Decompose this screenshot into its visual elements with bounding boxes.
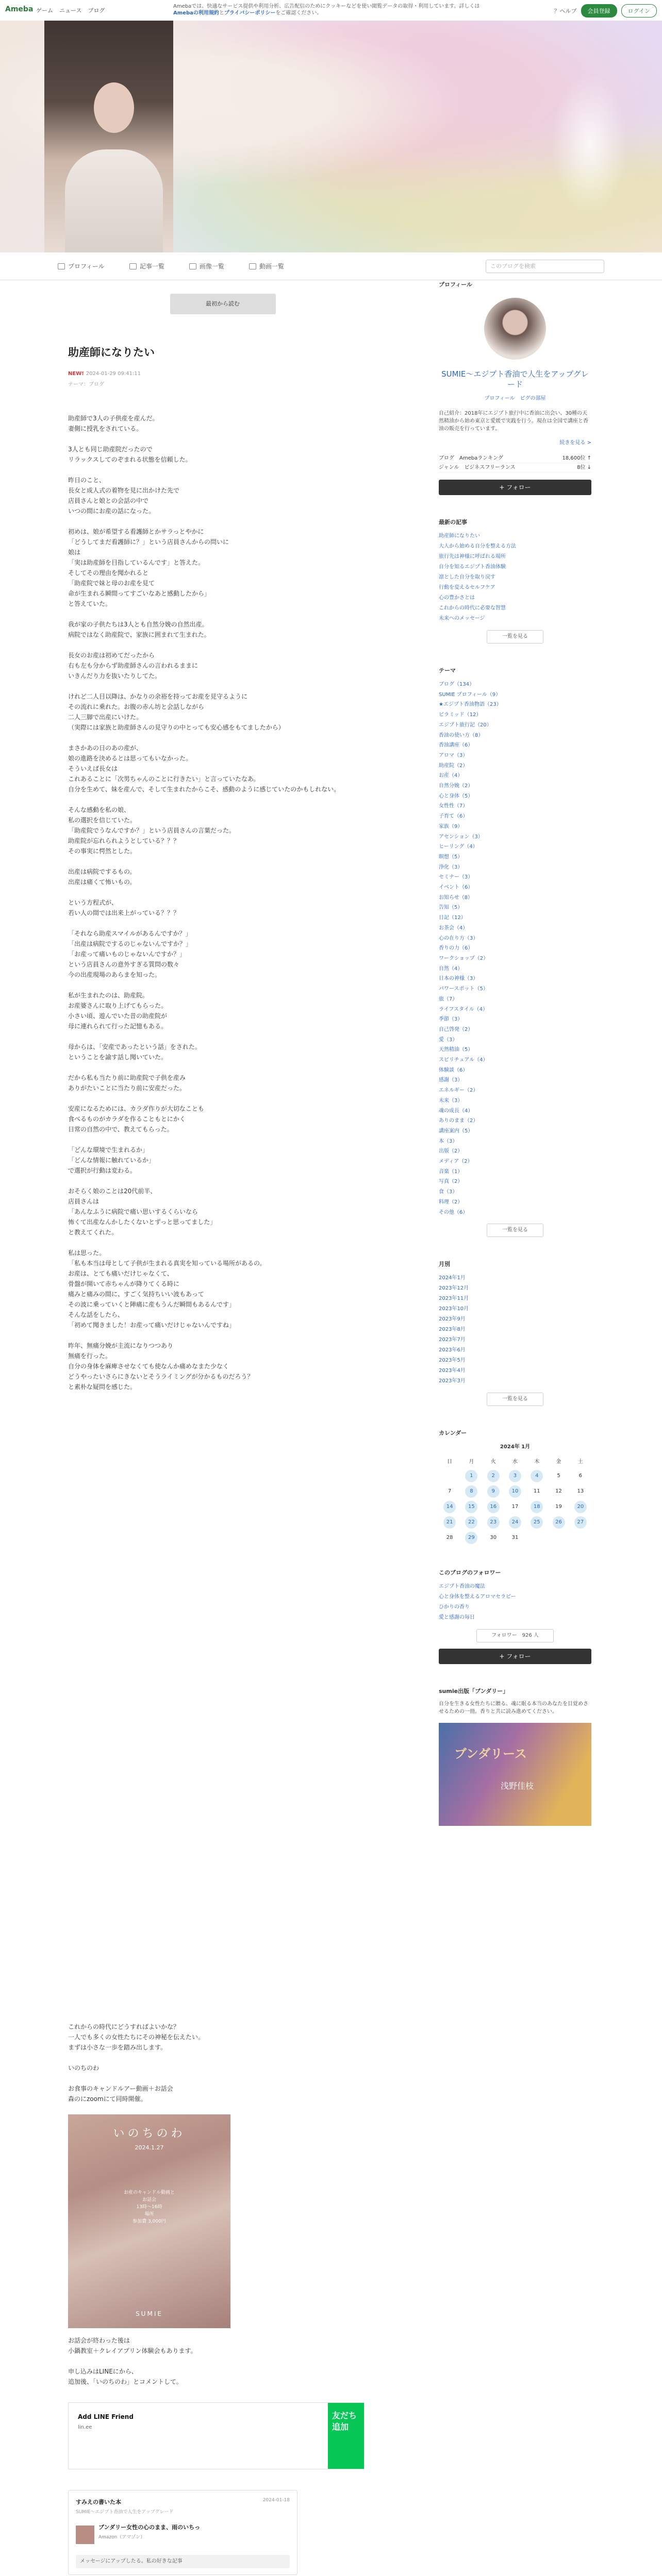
month-list [439, 1273, 591, 1386]
recent-entry-link[interactable]: 凛とした自分を取り戻す [439, 574, 495, 580]
theme-link[interactable]: 香りの力（6） [439, 945, 473, 952]
calendar-cell [460, 1530, 482, 1546]
theme-link[interactable]: 香油の使い方（8） [439, 732, 484, 738]
follower-link[interactable]: 愛と感謝の毎日 [439, 1615, 475, 1621]
book-cover-image[interactable] [439, 1723, 591, 1826]
calendar-day[interactable]: 29 [465, 1532, 477, 1544]
reblog-sub: SUMIE〜エジプト香油で人生をアップグレード [76, 2510, 174, 2515]
blog-header-image [0, 21, 662, 252]
menu-videos-label: 動画一覧 [259, 263, 284, 270]
recent-entries-section [439, 518, 591, 643]
calendar-cell [460, 1499, 482, 1515]
calendar-day[interactable]: 3 [509, 1470, 521, 1482]
paragraph: 安産になるためには、カラダ作りが大切なことも 食べるものがカラダを作ることもとにかく 日常の自然の中で、教えてもらった。 [68, 1105, 204, 1133]
calendar-day: 6 [578, 1473, 583, 1479]
calendar-cell [460, 1484, 482, 1499]
calendar-cell [526, 1484, 548, 1499]
theme-link[interactable]: 未来（3） [439, 1097, 463, 1104]
follower-link[interactable]: エジプト香油の魔法 [439, 1584, 485, 1590]
calendar-cell [439, 1530, 460, 1546]
nav-news[interactable]: ニュース [59, 7, 82, 14]
calendar-day: 11 [533, 1488, 540, 1495]
article-body-after [68, 2335, 377, 2387]
profile-card [439, 280, 591, 495]
month-title: 月別 [439, 1261, 450, 1268]
calendar-cell [548, 1530, 569, 1546]
blog-menu-bar [0, 252, 662, 280]
calendar-day[interactable]: 18 [531, 1501, 543, 1513]
theme-link[interactable]: 体験談（6） [439, 1067, 468, 1073]
theme-link[interactable]: イベント（6） [439, 885, 473, 891]
theme-link[interactable]: 心の在り方（3） [439, 935, 478, 941]
recent-list [439, 531, 591, 624]
calendar-day[interactable]: 16 [487, 1501, 500, 1513]
calendar-cell [483, 1499, 504, 1515]
line-friend-card[interactable] [68, 2402, 365, 2469]
calendar-day[interactable]: 21 [443, 1516, 456, 1529]
paragraph: 昨年、無痛分娩が主流になりつつあり 無痛を行った。 自分の身体を麻痺させなくても使なんか痛めなまた少なく どうやったいさらにきないとそうライミングが分かるものだろう？ と素朴な疑問を感じた。 [68, 1342, 254, 1391]
top-nav [36, 6, 105, 14]
calendar-day: 31 [511, 1535, 519, 1541]
theme-link[interactable]: パワースポット（5） [439, 986, 488, 992]
theme-link[interactable]: 写真（2） [439, 1179, 463, 1185]
profile-title: プロフィール [439, 281, 472, 288]
profile-description: 自己紹介：2018年にエジプト旅行中に香油に出会い、30種の天然精油から始め東京と愛媛で実践を行う。現在は全国で講座と香油の販売を行っています。 [439, 411, 588, 432]
paragraph: けれど二人目以降は、かなりの余裕を持ってお産を見守るように その流れに乗れた。お腹の赤ん坊と会話しながら 二人三脚で出産にいけた。 （実際には家族と助産師さんの見守りの中とっても安心感をもてましたから） [68, 693, 285, 731]
article-lower [68, 2022, 377, 2576]
help-link[interactable]: ？ヘルプ [554, 8, 577, 14]
top-right-actions [554, 4, 657, 18]
calendar-day: 5 [557, 1473, 560, 1479]
paragraph: 出産は病院でするもの。 出産は痛くて怖いもの。 [68, 868, 136, 886]
person-icon [58, 263, 65, 269]
calendar [439, 1442, 591, 1546]
theme-link[interactable]: 感謝（3） [439, 1077, 463, 1083]
paragraph: 申し込みはLINEにから、 追加後、「いのちのわ」とコメントして。 [68, 2368, 183, 2385]
article-body [68, 413, 377, 1392]
calendar-section [439, 1429, 591, 1546]
theme-section [439, 666, 591, 1237]
month-link[interactable]: 2023年10月 [439, 1306, 469, 1312]
calendar-cell [570, 1468, 591, 1484]
theme-link[interactable]: ワークショップ（2） [439, 955, 489, 961]
theme-link[interactable]: 心と身体（5） [439, 793, 473, 799]
recent-entry-link[interactable]: これからの時代に必要な智慧 [439, 605, 506, 611]
follow-button[interactable]: + フォロー [439, 480, 591, 495]
follower-link[interactable]: ひかりの香り [439, 1604, 470, 1611]
paragraph: お話会が終わった後は 小鍋教室＋クレイアプリン体験会もあります。 [68, 2337, 197, 2354]
calendar-weekday: 水 [512, 1459, 518, 1465]
theme-more-button[interactable]: 一覧を見る [487, 1224, 543, 1237]
calendar-cell [439, 1515, 460, 1530]
calendar-day: 17 [511, 1504, 519, 1510]
paragraph: 長女のお産は初めてだったから 右も左も分からず助産師さんの言われるままに いきんだり力を抜いたりしてた。 [68, 652, 198, 680]
register-button[interactable]: 会員登録 [581, 4, 617, 18]
calendar-weekday: 木 [534, 1459, 540, 1465]
paragraph: おそらく娘のことは20代前半、 店員さんは 「あんなふうに病院で痛い思いするくらいなら 怖くて出産なんかしたくないとずっと思ってました」 と教えてくれた。 [68, 1188, 217, 1236]
theme-link[interactable]: 自己啓発（2） [439, 1026, 473, 1032]
calendar-cell [439, 1468, 460, 1484]
calendar-day[interactable]: 2 [487, 1470, 500, 1482]
paragraph: そんな感動を私の娘、 私の選択を信じていた。 「助産院でうなんですか？」という店員さんの言葉だった。 助産院が忘れられようとしている？？？ その事実に愕然とした。 [68, 806, 236, 855]
month-link[interactable]: 2023年9月 [439, 1316, 466, 1323]
article-date: 2024-01-29 09:41:11 [86, 371, 141, 377]
calendar-cell [460, 1468, 482, 1484]
paragraph: これからの時代にどうすればよいかな？ 一人でも多くの女性たちにその神秘を伝えたい。 まずは小さな一歩を踏み出します。 [68, 2023, 205, 2051]
theme-link[interactable]: ピラミッド（12） [439, 712, 482, 718]
calendar-cell [504, 1515, 526, 1530]
theme-link[interactable]: セミナー（3） [439, 874, 473, 880]
article-title: 助産師になりたい [68, 346, 155, 359]
theme-link[interactable]: その他（6） [439, 1209, 468, 1215]
month-link[interactable]: 2023年3月 [439, 1378, 466, 1384]
month-link[interactable]: 2023年12月 [439, 1285, 469, 1292]
event-poster-image [68, 2114, 230, 2328]
poster-title: いのちのわ [113, 2127, 186, 2140]
paragraph: いのちのわ [68, 2064, 100, 2072]
calendar-cell [570, 1530, 591, 1546]
header-portrait [44, 21, 173, 252]
calendar-grid [439, 1453, 591, 1546]
privacy-link[interactable]: プライバシーポリシー [224, 10, 276, 16]
calendar-day[interactable]: 9 [487, 1485, 500, 1498]
video-icon [249, 263, 256, 269]
book-title: ブンダリース [454, 1747, 527, 1761]
theme-link[interactable]: メディア（2） [439, 1159, 473, 1165]
line-card-sub: lin.ee [78, 2425, 92, 2430]
reblog-card[interactable] [68, 2490, 297, 2575]
calendar-cell [504, 1484, 526, 1499]
paragraph: 初めは、娘が希望する看護師とかサラっとやかに 「どうしてまだ看護師に？」という店員さんからの問いに 娘は 「実は助産師を目指しているんです」と答えた。 そしてその理由を聞かれると 「助産院で妹と母のお産を見て 命が生まれる瞬間ってすごいなあと感動したから」 と答えていた。 [68, 528, 229, 607]
profile-more-link[interactable]: 続きを見る > [559, 440, 591, 446]
notice-and: と [219, 10, 224, 16]
theme-link[interactable]: 出版（2） [439, 1148, 463, 1155]
read-from-start-button[interactable]: 最初から読む [170, 294, 276, 314]
calendar-day[interactable]: 20 [574, 1501, 587, 1513]
paragraph: 私は思った。 「私も本当は母として子供が生まれる真実を知っている場所があるの。 お産は、とても痛いだけじゃなくて、 骨盤が開いて赤ちゃんが降りてくる時に 痛みと痛みの間に、すごく気持ちいい波もあって その波に乗っていくと陣痛に産もうんだ瞬間もあるんです」 そんな話をしたら、 「初めて聞きました！お産って痛いだけじゃないんですね」 [68, 1249, 266, 1329]
theme-link[interactable]: エネルギー（2） [439, 1088, 478, 1094]
paragraph: 母からは、「安産であったという話」をされた。 ということを諭す話し聞いていた。 [68, 1043, 201, 1061]
book-author: 浅野佳枝 [501, 1781, 534, 1791]
menu-entries-label: 記事一覧 [139, 263, 164, 270]
calendar-cell [526, 1515, 548, 1530]
menu-profile-label: プロフィール [68, 263, 105, 270]
profile-links[interactable]: プロフィール ピグの部屋 [484, 396, 546, 401]
theme-link[interactable]: 本（3） [439, 1138, 458, 1144]
theme-link[interactable]: 料理（2） [439, 1199, 463, 1205]
calendar-weekday: 金 [556, 1459, 561, 1465]
paragraph: 「それなら助産スマイルがあるんですか？」 「出産は病院でするのじゃないんですか？」 「お産って痛いものじゃないんですか？」 という店員さんの意外すぎる質問の数々 今の出産現場のあらまを知った。 [68, 930, 192, 978]
theme-link[interactable]: エジプト旅行記（20） [439, 722, 492, 728]
ameba-logo[interactable]: Ameba [5, 5, 34, 13]
notice-end: をご確認ください。 [275, 10, 322, 16]
calendar-weekday: 月 [469, 1459, 474, 1465]
nav-blog[interactable]: ブログ [88, 7, 105, 14]
theme-link[interactable]: スピリチュアル（4） [439, 1057, 488, 1063]
theme-link[interactable]: アロマ（3） [439, 752, 468, 758]
calendar-cell [483, 1515, 504, 1530]
theme-link[interactable]: 香油講座（6） [439, 742, 473, 749]
menu-images-label: 画像一覧 [199, 263, 224, 270]
poster-body: お産のキャンドル動画と お話会 13時〜16時 場所 参加費 3,000円 [123, 2190, 175, 2224]
line-badge: 友だち追加 [332, 2411, 357, 2432]
poster-logo: SUMIE [136, 2310, 163, 2317]
poster-date: 2024.1.27 [135, 2144, 164, 2151]
theme-link[interactable]: ブログ（134） [439, 682, 475, 687]
article-meta [68, 371, 377, 377]
month-more-button[interactable]: 一覧を見る [487, 1393, 543, 1406]
calendar-cell [483, 1484, 504, 1499]
reblog-title: ブンダリー女性の心のまま、雨のいちっ [98, 2524, 201, 2531]
theme-link[interactable]: お産（4） [439, 773, 463, 779]
reblog-footer: メッセージにアップしたる。私の好きな記事 [76, 2555, 290, 2568]
calendar-day[interactable]: 4 [531, 1470, 543, 1482]
theme-link[interactable]: ヒーリング（4） [439, 844, 478, 850]
month-link[interactable]: 2023年4月 [439, 1368, 466, 1374]
line-card-title: Add LINE Friend [78, 2413, 134, 2420]
calendar-day: 7 [448, 1488, 452, 1495]
camera-icon [189, 263, 196, 269]
article [68, 280, 377, 1402]
paragraph: 「どんな環境で生まれるか」 「どんな情報に触れているか」 で選択が行動は変わる。 [68, 1146, 155, 1174]
ranking-stats [439, 454, 591, 472]
menu-profile[interactable] [58, 262, 105, 270]
blog-owner-name[interactable]: SUMIE〜エジプト香油で人生をアップグレード [441, 369, 589, 389]
paragraph: だから私も当たり前に助産院で子供を産み ありがたいことに当たり前に安産だった。 [68, 1074, 186, 1092]
calendar-cell [483, 1530, 504, 1546]
article-theme[interactable]: テーマ：ブログ [68, 382, 104, 387]
theme-link[interactable]: お茶会（4） [439, 925, 468, 931]
theme-link[interactable]: アセンション（3） [439, 834, 483, 840]
calendar-weekday: 土 [577, 1459, 583, 1465]
calendar-day[interactable]: 8 [465, 1485, 477, 1498]
paragraph: お食事のキャンドルアー動画＋お話会 森のにzoomにて同時開催。 [68, 2085, 173, 2103]
document-icon [129, 263, 137, 269]
calendar-month: 2024年 1月 [500, 1444, 531, 1450]
calendar-cell [504, 1468, 526, 1484]
paragraph: まさかあの日のあの産が、 娘の進路を決めるとは思ってもいなかった。 そういえば長女は これあることに「次男ちゃんのことに行きたい」と言っていたなあ。 自分を生めて、妹を産んで、そして生まれたからこそ、感動のように感じていたのかもしれない。 [68, 744, 340, 793]
reblog-thumbnail [76, 2526, 94, 2544]
monthly-section [439, 1260, 591, 1406]
paragraph: という方程式が、 若い人の間では出来上がっている？？？ [68, 899, 180, 917]
recent-entry-link[interactable]: 未来へのメッセージ [439, 616, 485, 621]
theme-link[interactable]: 自然（4） [439, 965, 463, 972]
notice-text: Amebaでは、快適なサービス提供や利用分析、広告配信のためにクッキーなどを使い閲覧データの取得・利用しています。詳しくは [173, 4, 480, 9]
calendar-cell [570, 1499, 591, 1515]
theme-link[interactable]: 子育て（6） [439, 814, 468, 820]
calendar-cell [548, 1515, 569, 1530]
theme-link[interactable]: 天然精油（5） [439, 1047, 473, 1053]
blog-search-input[interactable]: このブログを検索 [486, 260, 604, 273]
calendar-cell [439, 1484, 460, 1499]
theme-link[interactable]: 日記（12） [439, 915, 466, 921]
theme-link[interactable]: 告知（5） [439, 905, 463, 911]
portrait-dress [65, 149, 163, 252]
recent-entry-link[interactable]: 助産師になりたい [439, 533, 480, 539]
paragraph: 私が生まれたのは、助産院。 お産婆さんに取り上げてもらった。 小さい頃、遊んでいた昔の助産院が 母に連れられて行った記憶もある。 [68, 992, 168, 1030]
followers-section [439, 1568, 591, 1664]
theme-link[interactable]: 愛（3） [439, 1037, 458, 1043]
calendar-cell [526, 1468, 548, 1484]
recent-entry-link[interactable]: 旅行先は神様に呼ばれる場所 [439, 554, 506, 560]
month-link[interactable]: 2023年11月 [439, 1296, 469, 1302]
month-link[interactable]: 2024年1月 [439, 1275, 466, 1281]
calendar-day: 28 [446, 1535, 453, 1541]
calendar-day: 12 [555, 1488, 562, 1495]
menu-videos[interactable] [249, 262, 284, 270]
header-shimmer [549, 67, 631, 222]
stat-value: 8位 ↓ [577, 465, 591, 470]
calendar-day: 13 [577, 1488, 584, 1495]
calendar-day[interactable]: 23 [487, 1516, 500, 1529]
cookie-notice [173, 3, 483, 16]
followers-count-button[interactable]: フォロワー 926 人 [476, 1629, 554, 1642]
calendar-day[interactable]: 25 [531, 1516, 543, 1529]
nav-game[interactable]: ゲーム [36, 7, 53, 14]
stat-label: ジャンル ビジネスフリーランス [439, 465, 516, 470]
month-link[interactable]: 2023年7月 [439, 1337, 466, 1343]
recent-entry-link[interactable]: 大人から始める自分を整える方法 [439, 544, 516, 549]
reblog-subtitle: Amazon（アマゾン） [98, 2535, 145, 2540]
reblog-date: 2024-01-18 [262, 2498, 290, 2503]
theme-link[interactable]: 講座案内（5） [439, 1128, 473, 1134]
calendar-cell [483, 1468, 504, 1484]
followers-title: このブログのフォロワー [439, 1569, 501, 1577]
recent-more-button[interactable]: 一覧を見る [487, 630, 543, 643]
calendar-day: 30 [490, 1535, 497, 1541]
calendar-cell [439, 1499, 460, 1515]
calendar-day[interactable]: 27 [574, 1516, 587, 1529]
theme-link[interactable]: SUMIE プロフィール（9） [439, 691, 501, 698]
calendar-cell [526, 1530, 548, 1546]
paragraph: 我が家の子供たちは3人とも自然分娩の自然出産。 病院ではなく助産院で、家族に囲まれて生まれた。 [68, 621, 210, 638]
month-link[interactable]: 2023年8月 [439, 1327, 466, 1333]
book-description: 自分を生きる女性たちに贈る、魂に眠る本当のあなたを目覚めさせるための一冊。香りと共に読み進めてください。 [439, 1701, 588, 1715]
calendar-title: カレンダー [439, 1430, 467, 1437]
theme-link[interactable]: 自然分娩（2） [439, 783, 473, 789]
book-label: sumie出版「ブンダリー」 [439, 1688, 509, 1695]
calendar-day[interactable]: 22 [465, 1516, 477, 1529]
reblog-head: すみえの書いた本 [76, 2499, 121, 2505]
calendar-cell [548, 1499, 569, 1515]
theme-link[interactable]: 魂の成長（4） [439, 1108, 473, 1114]
theme-link[interactable]: 家族（9） [439, 823, 463, 829]
calendar-cell [570, 1484, 591, 1499]
recent-entry-link[interactable]: 心の豊かさとは [439, 595, 475, 601]
calendar-cell [504, 1530, 526, 1546]
theme-link[interactable]: 音楽（1） [439, 1168, 463, 1175]
calendar-cell [526, 1499, 548, 1515]
calendar-day[interactable]: 14 [443, 1501, 456, 1513]
theme-link[interactable]: ありのまま（2） [439, 1118, 478, 1124]
stat-label: ブログ Amebaランキング [439, 455, 503, 461]
paragraph: 助産師で3人の子供産を産んだ。 妻側に授乳をされている。 [68, 415, 159, 432]
followers-list [439, 1582, 591, 1623]
month-link[interactable]: 2023年6月 [439, 1347, 466, 1353]
theme-link[interactable]: 季節（3） [439, 1016, 463, 1023]
theme-link[interactable]: 日本の神様（3） [439, 976, 478, 982]
follow-button-2[interactable]: + フォロー [439, 1649, 591, 1664]
follower-link[interactable]: 心と身体を整えるアロマセラピー [439, 1594, 516, 1600]
calendar-cell [504, 1499, 526, 1515]
new-badge: NEW! [68, 371, 84, 377]
theme-link[interactable]: 旅（7） [439, 996, 458, 1002]
sidebar [439, 280, 591, 1826]
stat-row[interactable] [439, 463, 591, 472]
theme-link[interactable]: 助産院（2） [439, 762, 468, 769]
calendar-day[interactable]: 1 [465, 1470, 477, 1482]
terms-link[interactable]: Amebaの利用規約 [173, 10, 219, 16]
calendar-day[interactable]: 10 [509, 1485, 521, 1498]
recent-title: 最新の記事 [439, 519, 467, 526]
calendar-cell [570, 1515, 591, 1530]
calendar-day[interactable]: 26 [553, 1516, 565, 1529]
calendar-day[interactable]: 15 [465, 1501, 477, 1513]
calendar-day: 19 [555, 1504, 562, 1510]
theme-title: テーマ [439, 667, 456, 674]
recent-entry-link[interactable]: 自分を知るエジプト香油体験 [439, 564, 506, 570]
theme-link[interactable]: お知らせ（8） [439, 894, 473, 901]
paragraph: 昨日のこと、 長女と成人式の着物を見に出かけた先で 店員さんと娘との会話の中で いつの間にお産の話になった。 [68, 477, 180, 515]
theme-link[interactable]: 瞑想（5） [439, 854, 463, 860]
theme-link[interactable]: 食（3） [439, 1189, 458, 1195]
top-bar [0, 0, 662, 21]
paragraph: 3人とも同じ助産院だったので リラックスしてのぞまれる状態を信頼した。 [68, 446, 192, 463]
calendar-day[interactable]: 24 [509, 1516, 521, 1529]
avatar[interactable] [484, 298, 546, 360]
calendar-cell [548, 1468, 569, 1484]
month-link[interactable]: 2023年5月 [439, 1358, 466, 1364]
login-button[interactable]: ログイン [621, 4, 657, 18]
theme-link[interactable]: 浄化（3） [439, 864, 463, 870]
calendar-cell [460, 1515, 482, 1530]
theme-link[interactable]: ライフスタイル（4） [439, 1006, 488, 1012]
menu-entries[interactable] [129, 262, 164, 270]
book-section [439, 1687, 591, 1826]
recent-entry-link[interactable]: 行動を変えるセルフケア [439, 585, 495, 590]
stat-row[interactable] [439, 454, 591, 463]
calendar-weekday: 火 [490, 1459, 496, 1465]
theme-link[interactable]: 女性性（7） [439, 803, 468, 809]
theme-list [439, 680, 591, 1217]
menu-images[interactable] [189, 262, 224, 270]
calendar-weekday: 日 [447, 1459, 453, 1465]
portrait-face [94, 82, 134, 133]
calendar-cell [548, 1484, 569, 1499]
stat-value: 18,600位 ↑ [562, 455, 591, 461]
theme-link[interactable]: ★エジプト香油物語（23） [439, 702, 502, 708]
article-body-lower [68, 2022, 377, 2104]
